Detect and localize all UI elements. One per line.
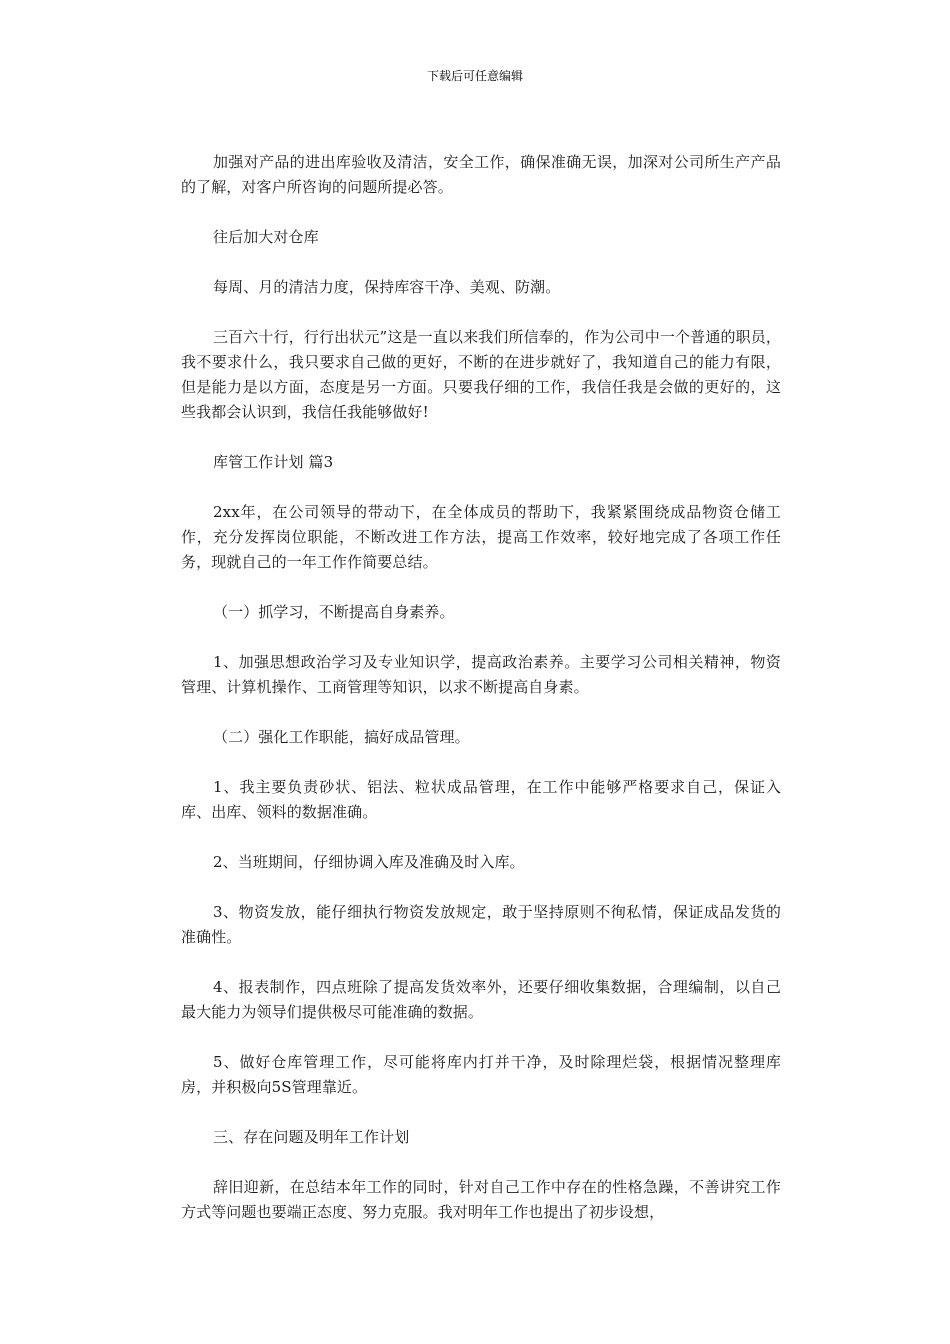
paragraph: 2、当班期间，仔细协调入库及准确及时入库。 <box>213 853 525 871</box>
page-header-note: 下载后可任意编辑 <box>426 69 523 83</box>
section-heading: 库管工作计划 篇3 <box>213 453 334 471</box>
section-heading: 三、存在问题及明年工作计划 <box>213 1128 410 1146</box>
paragraph: 5、做好仓库管理工作，尽可能将库内打并干净，及时除理烂袋，根据情况整理库房，并积极向5S管理靠近。 <box>181 1053 781 1096</box>
paragraph: 2xx年，在公司领导的带动下，在全体成员的帮助下，我紧紧围绕成品物资仓储工作，充分发挥岗位职能，不断改进工作方法，提高工作效率，较好地完成了各项工作任务，现就自己的一年工作作简要总结。 <box>181 503 781 571</box>
paragraph: 加强对产品的进出库验收及清洁，安全工作，确保准确无误，加深对公司所生产产品的了解，对客户所咨询的问题所提必答。 <box>181 153 781 196</box>
paragraph: 每周、月的清洁力度，保持库容干净、美观、防潮。 <box>213 278 561 296</box>
paragraph: 辞旧迎新，在总结本年工作的同时，针对自己工作中存在的性格急躁，不善讲究工作方式等问题也要端正态度、努力克服。我对明年工作也提出了初步设想， <box>181 1178 781 1221</box>
subsection-heading: （一）抓学习，不断提高自身素养。 <box>213 603 455 621</box>
paragraph: 1、我主要负责砂状、铝法、粒状成品管理，在工作中能够严格要求自己，保证入库、出库、领料的数据准确。 <box>181 778 781 821</box>
paragraph: 三百六十行，行行出状元”这是一直以来我们所信奉的，作为公司中一个普通的职员，我不要求什么，我只要求自己做的更好，不断的在进步就好了，我知道自己的能力有限，但是能力是以方面，态度是另一方面。只要我仔细的工作，我信任我是会做的更好的，这些我都会认识到，我信任我能够做好! <box>181 328 781 421</box>
document-body <box>181 150 781 1250</box>
subsection-heading: （二）强化工作职能，搞好成品管理。 <box>213 728 470 746</box>
paragraph: 3、物资发放，能仔细执行物资发放规定，敢于坚持原则不徇私情，保证成品发货的准确性。 <box>181 903 781 946</box>
paragraph: 1、加强思想政治学习及专业知识学，提高政治素养。主要学习公司相关精神，物资管理、计算机操作、工商管理等知识，以求不断提高自身素。 <box>181 653 781 696</box>
paragraph: 往后加大对仓库 <box>213 228 319 246</box>
paragraph: 4、报表制作，四点班除了提高发货效率外，还要仔细收集数据，合理编制，以自己最大能力为领导们提供极尽可能准确的数据。 <box>181 978 781 1021</box>
